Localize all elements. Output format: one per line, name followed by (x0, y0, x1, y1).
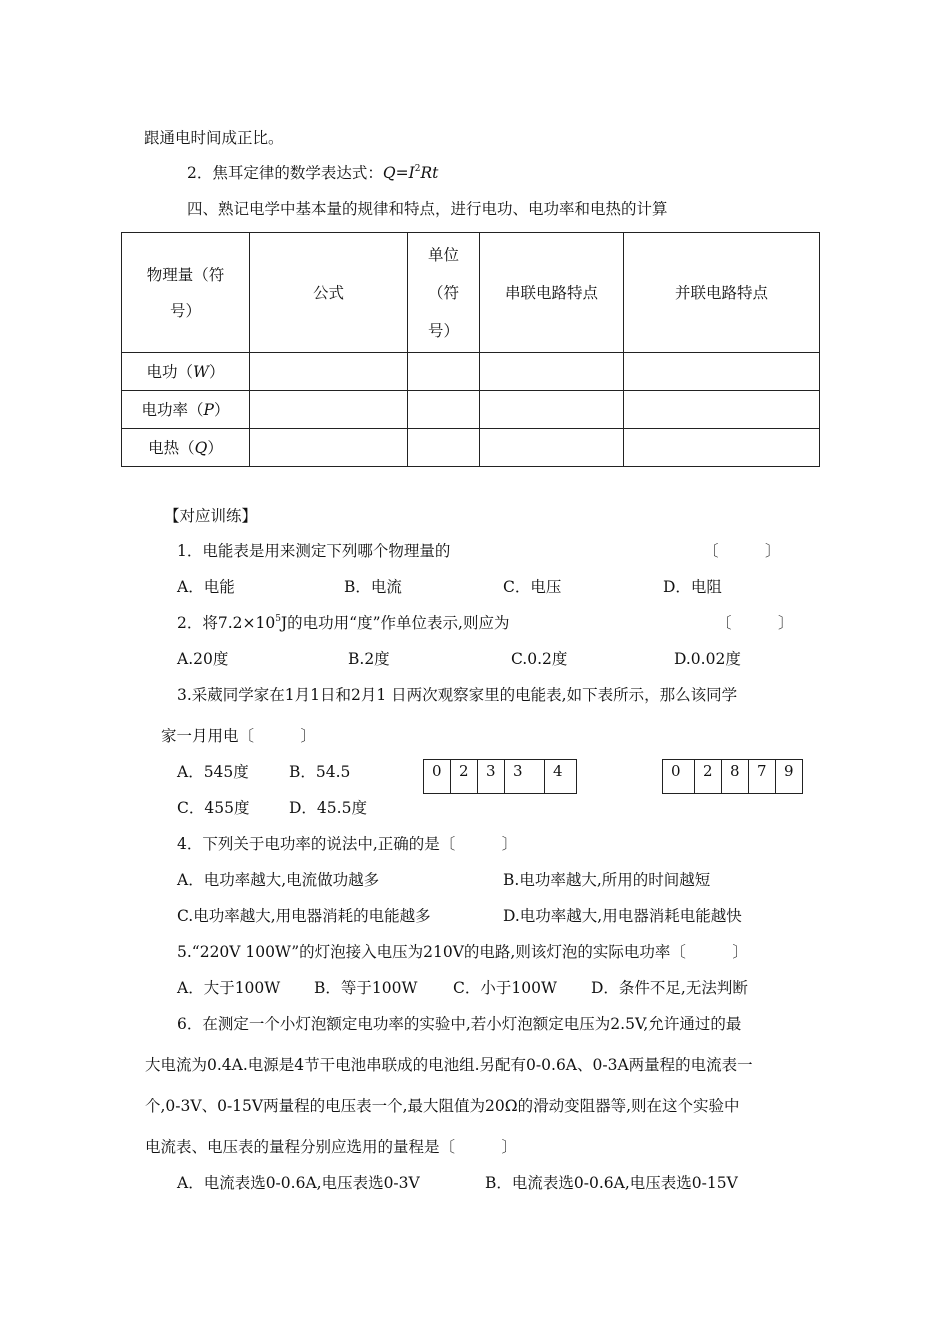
intro-line: 跟通电时间成正比。 (144, 129, 284, 147)
formula-eq: = (395, 164, 409, 182)
joule-law-formula (187, 163, 438, 183)
meter-digit: 3 (505, 760, 545, 794)
q3-stem-line1: 3.采葳同学家在1月1日和2月1 日两次观察家里的电能表,如下表所示，那么该同学 (177, 686, 738, 704)
q5-option-c: C．小于100W (453, 979, 557, 997)
row-label-power: 电功率（P） (122, 391, 250, 429)
formula-i: I (408, 164, 415, 182)
q3-stem-line2: 家一月用电〔 〕 (161, 727, 317, 745)
q6-stem-line4: 电流表、电压表的量程分别应选用的量程是〔 〕 (145, 1138, 518, 1156)
table-row (122, 353, 820, 391)
row-label-heat: 电热（Q） (122, 429, 250, 467)
q5-option-b: B．等于100W (314, 979, 418, 997)
header-unit: 单位 （符 号） (408, 233, 480, 353)
q1-option-a: A．电能 (177, 578, 235, 596)
q5-option-a: A．大于100W (177, 979, 281, 997)
q1-option-d: D．电阻 (663, 578, 722, 596)
table-header-row (122, 233, 820, 353)
q4-option-b: B.电功率越大,所用的时间越短 (503, 871, 711, 889)
q6-stem-line1: 6．在测定一个小灯泡额定电功率的实验中,若小灯泡额定电压为2.5V,允许通过的最 (177, 1015, 742, 1033)
q1-option-c: C．电压 (503, 578, 562, 596)
q2-bracket: 〔 〕 (716, 614, 794, 632)
q4-option-a: A．电功率越大,电流做功越多 (177, 871, 380, 889)
formula-rt: Rt (420, 164, 439, 182)
meter-digit: 8 (722, 760, 749, 794)
meter-reading-jan (423, 759, 577, 794)
meter-digit: 0 (663, 760, 695, 794)
formula-exp: 2 (414, 163, 421, 174)
q1-bracket: 〔 〕 (703, 542, 781, 560)
header-quantity: 物理量（符 号） (122, 233, 250, 353)
q6-option-a: A．电流表选0-0.6A,电压表选0-3V (177, 1174, 420, 1192)
meter-digit: 2 (451, 760, 478, 794)
formula-prefix: 2．焦耳定律的数学表达式： (187, 164, 383, 182)
q2-option-d: D.0.02度 (674, 650, 741, 668)
header-formula: 公式 (250, 233, 408, 353)
meter-digit: 3 (478, 760, 505, 794)
meter-reading-feb (662, 759, 803, 794)
table-row (122, 391, 820, 429)
quantity-table (121, 232, 820, 467)
header-series: 串联电路特点 (480, 233, 624, 353)
q1-option-b: B．电流 (344, 578, 402, 596)
q3-option-d: D．45.5度 (289, 799, 367, 817)
training-title: 【对应训练】 (164, 507, 258, 525)
q4-option-c: C.电功率越大,用电器消耗的电能越多 (177, 907, 431, 925)
q2-option-b: B.2度 (348, 650, 390, 668)
q5-option-d: D．条件不足,无法判断 (591, 979, 748, 997)
q3-option-b: B．54.5 (289, 763, 351, 781)
q1-stem: 1．电能表是用来测定下列哪个物理量的 (177, 542, 451, 560)
q2-option-a: A.20度 (177, 650, 229, 668)
q6-option-b: B．电流表选0-0.6A,电压表选0-15V (485, 1174, 738, 1192)
meter-digit: 7 (749, 760, 776, 794)
header-parallel: 并联电路特点 (624, 233, 820, 353)
q6-stem-line3: 个,0-3V、0-15V两量程的电压表一个,最大阻值为20Ω的滑动变阻器等,则在这个实验中 (145, 1097, 740, 1115)
q6-stem-line2: 大电流为0.4A.电源是4节干电池串联成的电池组.另配有0-0.6A、0-3A两量程的电流表一 (145, 1056, 753, 1074)
table-row (122, 429, 820, 467)
q4-stem: 4．下列关于电功率的说法中,正确的是〔 〕 (177, 835, 518, 853)
formula-q: Q (382, 164, 396, 182)
meter-digit: 2 (695, 760, 722, 794)
q4-option-d: D.电功率越大,用电器消耗电能越快 (503, 907, 742, 925)
meter-digit: 4 (545, 760, 577, 794)
q3-option-a: A．545度 (177, 763, 249, 781)
q5-stem: 5.“220V 100W”的灯泡接入电压为210V的电路,则该灯泡的实际电功率〔 〕 (177, 943, 748, 961)
meter-digit: 0 (424, 760, 451, 794)
meter-digit: 9 (776, 760, 803, 794)
q2-option-c: C.0.2度 (511, 650, 568, 668)
q2-stem: 2．将$7.2\times 10^5J$的电功用“度”作单位表示,则应为 (177, 613, 510, 632)
row-label-work: 电功（W） (122, 353, 250, 391)
q3-option-c: C．455度 (177, 799, 250, 817)
section-heading: 四、熟记电学中基本量的规律和特点，进行电功、电功率和电热的计算 (187, 200, 668, 218)
